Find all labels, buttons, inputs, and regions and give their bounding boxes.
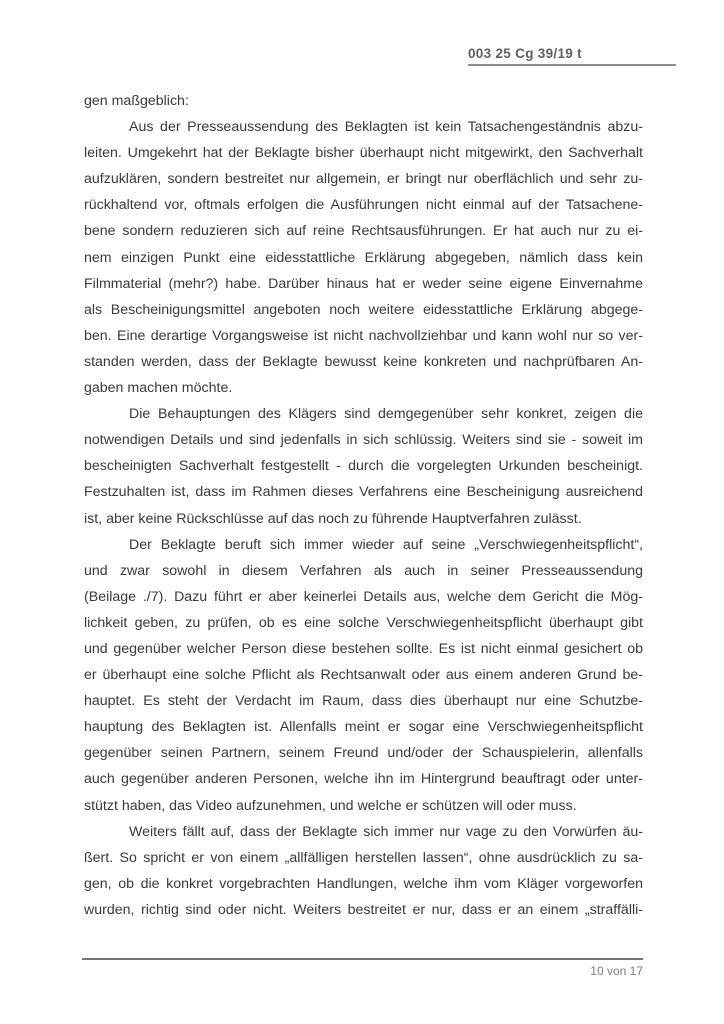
text-line: lichkeit geben, zu prüfen, ob es eine solche Verschwiegenheitspflicht überhaupt gibt [84, 614, 643, 631]
text-line: ben. Eine derartige Vorgangsweise ist nicht nachvollziehbar und kann wohl nur so ver- [84, 327, 643, 344]
text-line: Aus der Presseaussendung des Beklagten ist kein Tatsachengeständnis abzu- [129, 119, 643, 136]
text-line: (Beilage ./7). Dazu führt er aber keinerlei Details aus, welche dem Gericht die Mög- [84, 588, 643, 605]
text-line: gen, ob die konkret vorgebrachten Handlungen, welche ihm vom Kläger vorgeworfen [84, 875, 643, 892]
text-line: bene sondern reduzieren sich auf reine Rechtsausführungen. Er hat auch nur zu ei- [84, 223, 643, 240]
document-body [84, 88, 643, 923]
text-line: Weiters fällt auf, dass der Beklagte sich immer nur vage zu den Vorwürfen äu- [129, 823, 643, 840]
text-line: Filmmaterial (mehr?) habe. Darüber hinaus hat er weder seine eigene Einvernahme [84, 275, 643, 292]
text-line: hauptung des Beklagten ist. Allenfalls meint er sogar eine Verschwiegenheitspflicht [84, 719, 643, 736]
text-line: wurden, richtig sind oder nicht. Weiters bestreitet er nur, dass er an einem „straffälli- [84, 901, 643, 918]
text-line: notwendigen Details und sind jedenfalls in sich schlüssig. Weiters sind sie - soweit im [84, 432, 643, 449]
text-line: ßert. So spricht er von einem „allfälligen herstellen lassen“, ohne ausdrücklich zu sa- [84, 849, 643, 866]
text-line: ist, aber keine Rückschlüsse auf das noch zu führende Hauptverfahren zulässt. [84, 510, 582, 527]
text-line: gen maßgeblich: [84, 93, 189, 109]
text-line: rückhaltend vor, oftmals erfolgen die Ausführungen nicht einmal auf der Tatsachene- [84, 197, 643, 214]
text-line: bescheinigten Sachverhalt festgestellt - durch die vorgelegten Urkunden bescheinigt. [84, 458, 643, 475]
text-line: und gegenüber welcher Person diese bestehen sollte. Es ist nicht einmal gesichert ob [84, 640, 643, 657]
header-rule [468, 64, 676, 66]
text-line: aufzuklären, sondern bestreitet nur allgemein, er bringt nur oberflächlich und sehr zu- [84, 171, 643, 188]
page-footer [82, 964, 643, 978]
page-number: 10 von 17 [590, 964, 643, 978]
text-line: er überhaupt eine solche Pflicht als Rechtsanwalt oder aus einem anderen Grund be- [84, 667, 643, 684]
text-line: Festzuhalten ist, dass im Rahmen dieses Verfahrens eine Bescheinigung ausreichend [84, 484, 643, 501]
text-line: gegenüber seinen Partnern, seinem Freund und/oder der Schauspielerin, allenfalls [84, 745, 643, 762]
text-line: nem einzigen Punkt eine eidesstattliche Erklärung abgegeben, nämlich dass kein [84, 249, 643, 266]
page-header [468, 46, 676, 66]
text-line: stützt haben, das Video aufzunehmen, und welche er schützen will oder muss. [84, 797, 577, 814]
text-line: Der Beklagte beruft sich immer wieder auf seine „Verschwiegenheitspflicht“, [129, 536, 643, 553]
case-number: 003 25 Cg 39/19 t [468, 46, 582, 61]
footer-rule [82, 958, 643, 960]
text-line: hauptet. Es steht der Verdacht im Raum, dass dies überhaupt nur eine Schutzbe- [84, 693, 643, 710]
text-line: gaben machen möchte. [84, 380, 233, 397]
text-line: und zwar sowohl in diesem Verfahren als auch in seiner Presseaussendung [84, 562, 643, 579]
text-line: auch gegenüber anderen Personen, welche ihn im Hintergrund beauftragt oder unter- [84, 771, 643, 788]
text-line: Die Behauptungen des Klägers sind demgegenüber sehr konkret, zeigen die [129, 406, 643, 423]
text-line: leiten. Umgekehrt hat der Beklagte bisher überhaupt nicht mitgewirkt, den Sachverhalt [84, 145, 643, 162]
text-line: als Bescheinigungsmittel angeboten noch weitere eidesstattliche Erklärung abgege- [84, 301, 643, 318]
text-line: standen werden, dass der Beklagte bewusst keine konkreten und nachprüfbaren An- [84, 353, 643, 370]
